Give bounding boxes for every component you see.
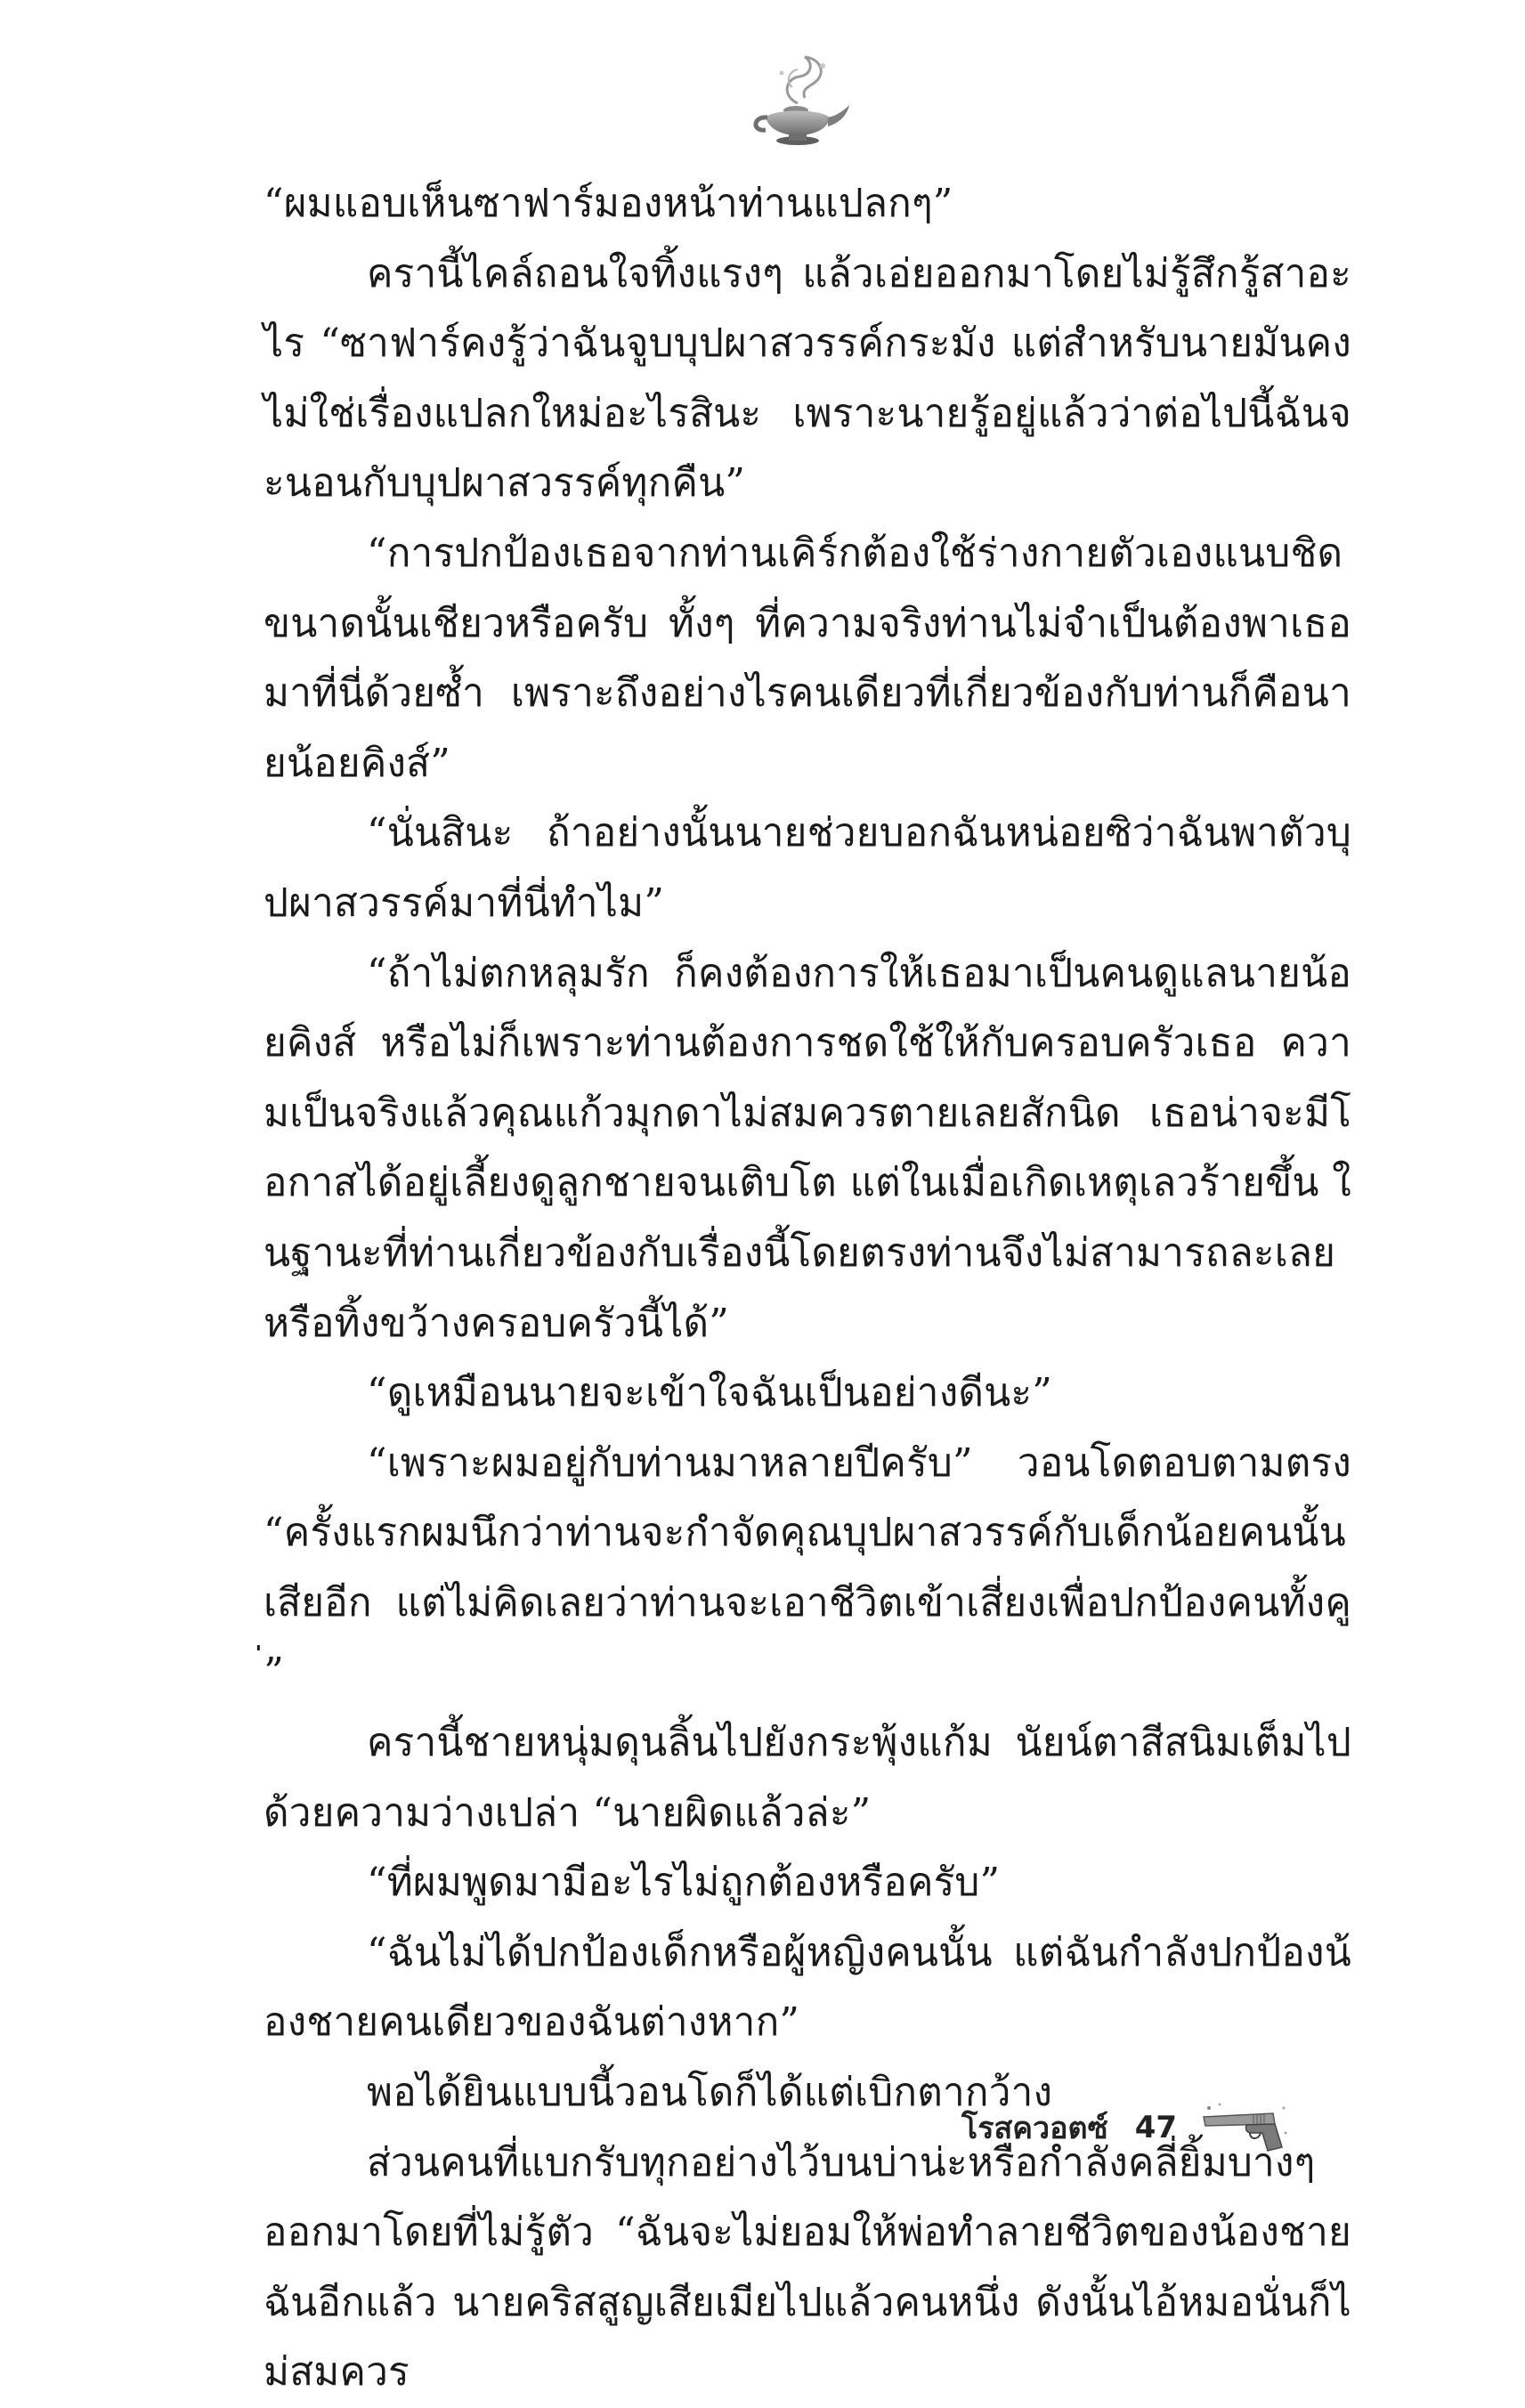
pistol-icon [1200, 2101, 1289, 2154]
paragraph: พอได้ยินแบบนี้วอนโดก็ได้แต่เบิกตากว้าง [367, 2070, 1053, 2116]
page-body [264, 169, 1351, 2408]
paragraph: ส่วนคนที่แบกรับทุกอย่างไว้บนบ่าน่ะหรือกำลังคลี่ยิ้มบางๆ ออกมาโดยที่ไม่รู้ตัว “ฉันจะไม่ยอมให้พ่อทำลายชีวิตของน้องชายฉันอีกแล้ว นายคริสสูญเสียเมียไปแล้วคนหนึ่ง ดังนั้นไอ้หมอนั่นก็ไม่สมควร [264, 2139, 1351, 2396]
paragraph: ครานี้ชายหนุ่มดุนลิ้นไปยังกระพุ้งแก้ม นัยน์ตาสีสนิมเต็มไปด้วยความว่างเปล่า “นายผิดแล้วล่ะ” [264, 1720, 1351, 1836]
paragraph: “นั่นสินะ ถ้าอย่างนั้นนายช่วยบอกฉันหน่อยซิว่าฉันพาตัวบุปผาสวรรค์มาที่นี่ทำไม” [264, 810, 1351, 926]
paragraph: ครานี้ไคล์ถอนใจทิ้งแรงๆ แล้วเอ่ยออกมาโดยไม่รู้สึกรู้สาอะไร “ซาฟาร์คงรู้ว่าฉันจูบบุปผาสวรรค์กระมัง แต่สำหรับนายมันคงไม่ใช่เรื่องแปลกใหม่อะไรสินะ เพราะนายรู้อยู่แล้วว่าต่อไปนี้ฉันจะนอนกับบุปผาสวรรค์ทุกคืน” [264, 250, 1351, 507]
running-title: โรสควอตซ์ [961, 2111, 1108, 2146]
magic-lamp-icon [746, 52, 853, 150]
paragraph: “ฉันไม่ได้ปกป้องเด็กหรือผู้หญิงคนนั้น แต่ฉันกำลังปกป้องน้องชายคนเดียวของฉันต่างหาก” [264, 1929, 1351, 2046]
paragraph: “เพราะผมอยู่กับท่านมาหลายปีครับ” วอนโดตอบตามตรง “ครั้งแรกผมนึกว่าท่านจะกำจัดคุณบุปผาสวรรค์กับเด็กน้อยคนนั้นเสียอีก แต่ไม่คิดเลยว่าท่านจะเอาชีวิตเข้าเสี่ยงเพื่อปกป้องคนทั้งคู่” [264, 1439, 1351, 1696]
paragraph: “ที่ผมพูดมามีอะไรไม่ถูกต้องหรือครับ” [367, 1860, 1001, 1906]
page-number: 47 [1134, 2110, 1178, 2145]
page-footer [961, 2092, 1289, 2163]
paragraph: “การปกป้องเธอจากท่านเคิร์กต้องใช้ร่างกายตัวเองแนบชิดขนาดนั้นเชียวหรือครับ ทั้งๆ ที่ความจริงท่านไม่จำเป็นต้องพาเธอมาที่นี่ด้วยซ้ำ เพราะถึงอย่างไรคนเดียวที่เกี่ยวข้องกับท่านก็คือนายน้อยคิงส์” [264, 530, 1351, 786]
paragraph: “ดูเหมือนนายจะเข้าใจฉันเป็นอย่างดีนะ” [367, 1370, 1052, 1416]
paragraph: “ผมแอบเห็นซาฟาร์มองหน้าท่านแปลกๆ” [264, 181, 953, 226]
paragraph: “ถ้าไม่ตกหลุมรัก ก็คงต้องการให้เธอมาเป็นคนดูแลนายน้อยคิงส์ หรือไม่ก็เพราะท่านต้องการชดใช้ให้กับครอบครัวเธอ ความเป็นจริงแล้วคุณแก้วมุกดาไม่สมควรตายเลยสักนิด เธอน่าจะมีโอกาสได้อยู่เลี้ยงดูลูกชายจนเติบโต แต่ในเมื่อเกิดเหตุเลวร้ายขึ้น ในฐานะที่ท่านเกี่ยวข้องกับเรื่องนี้โดยตรงท่านจึงไม่สามารถละเลยหรือทิ้งขว้างครอบครัวนี้ได้” [264, 950, 1351, 1346]
